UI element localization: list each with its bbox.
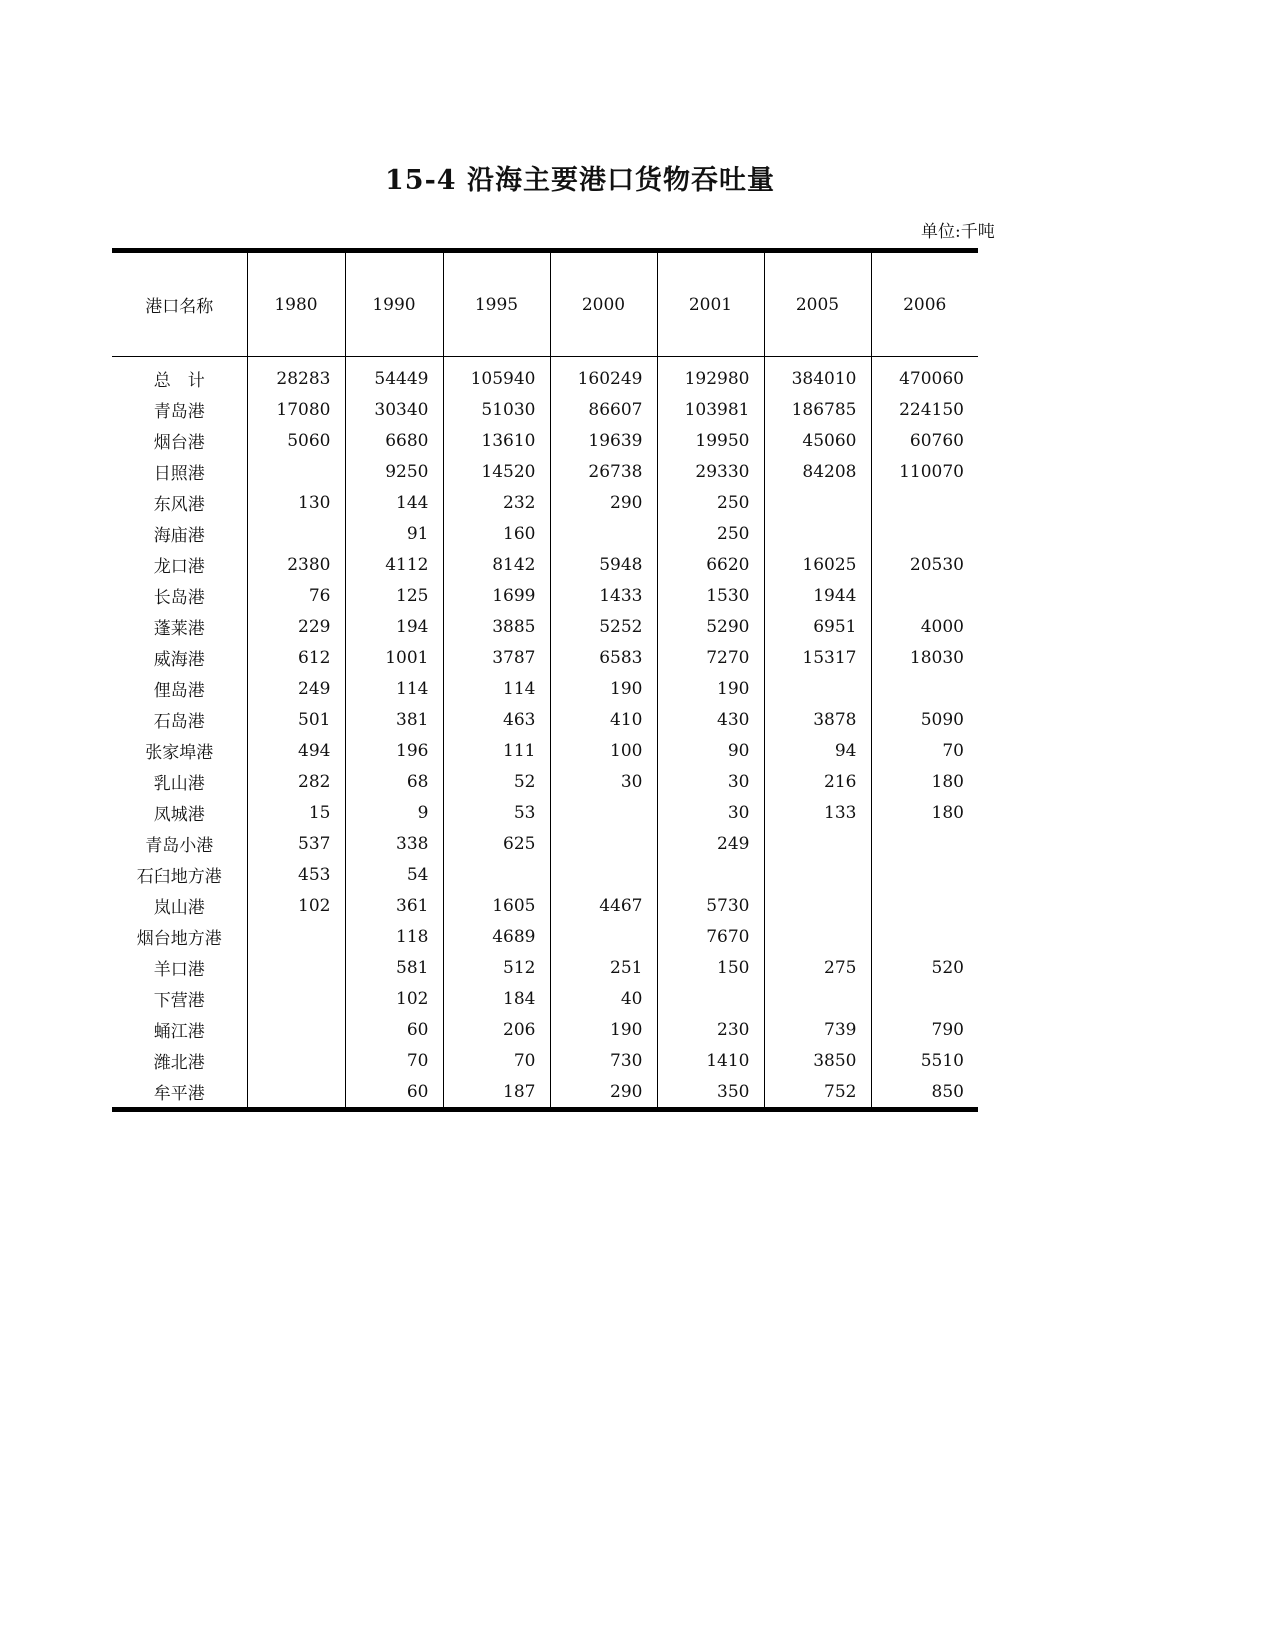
port-name-cell: 下营港	[153, 991, 205, 1011]
value-cell: 5090	[871, 704, 978, 735]
table-row	[112, 611, 978, 642]
value-cell: 70	[443, 1045, 550, 1076]
value-cell: 102	[345, 983, 443, 1014]
value-cell: 20530	[871, 549, 978, 580]
table-row	[112, 425, 978, 456]
value-cell: 5252	[550, 611, 657, 642]
table-row	[112, 642, 978, 673]
table-row	[112, 580, 978, 611]
value-cell: 28283	[247, 357, 345, 395]
table-row	[112, 456, 978, 487]
value-cell: 45060	[764, 425, 871, 456]
value-cell: 2380	[247, 549, 345, 580]
value-cell	[871, 890, 978, 921]
value-cell: 4112	[345, 549, 443, 580]
value-cell: 230	[657, 1014, 764, 1045]
value-cell	[764, 859, 871, 890]
value-cell	[871, 518, 978, 549]
value-cell: 105940	[443, 357, 550, 395]
value-cell: 7270	[657, 642, 764, 673]
value-cell: 114	[345, 673, 443, 704]
table-row	[112, 766, 978, 797]
value-cell: 40	[550, 983, 657, 1014]
value-cell: 494	[247, 735, 345, 766]
value-cell: 3885	[443, 611, 550, 642]
value-cell	[764, 828, 871, 859]
value-cell: 19639	[550, 425, 657, 456]
value-cell: 30	[657, 766, 764, 797]
value-cell: 1530	[657, 580, 764, 611]
value-cell: 612	[247, 642, 345, 673]
value-cell: 361	[345, 890, 443, 921]
port-name-cell: 烟台港	[153, 433, 205, 453]
value-cell: 1605	[443, 890, 550, 921]
port-name-cell: 石岛港	[153, 712, 205, 732]
value-cell: 338	[345, 828, 443, 859]
value-cell: 739	[764, 1014, 871, 1045]
value-cell: 190	[657, 673, 764, 704]
header-year: 2006	[871, 251, 978, 357]
value-cell: 102	[247, 890, 345, 921]
value-cell: 180	[871, 797, 978, 828]
value-cell	[247, 1014, 345, 1045]
value-cell: 86607	[550, 394, 657, 425]
value-cell	[764, 890, 871, 921]
value-cell: 381	[345, 704, 443, 735]
value-cell: 30	[550, 766, 657, 797]
value-cell: 275	[764, 952, 871, 983]
value-cell: 6951	[764, 611, 871, 642]
port-name-cell: 张家埠港	[145, 743, 214, 763]
value-cell: 232	[443, 487, 550, 518]
table-row	[112, 735, 978, 766]
value-cell: 30340	[345, 394, 443, 425]
table-row	[112, 952, 978, 983]
value-cell: 16025	[764, 549, 871, 580]
value-cell: 160	[443, 518, 550, 549]
port-name-cell: 东风港	[153, 495, 205, 515]
value-cell: 229	[247, 611, 345, 642]
value-cell	[657, 983, 764, 1014]
value-cell: 30	[657, 797, 764, 828]
value-cell: 410	[550, 704, 657, 735]
value-cell: 52	[443, 766, 550, 797]
port-name-cell: 凤城港	[153, 805, 205, 825]
value-cell: 4000	[871, 611, 978, 642]
port-name-cell: 石臼地方港	[136, 867, 222, 887]
value-cell	[247, 518, 345, 549]
port-name-cell: 海庙港	[153, 526, 205, 546]
value-cell: 7670	[657, 921, 764, 952]
value-cell: 180	[871, 766, 978, 797]
value-cell: 15	[247, 797, 345, 828]
value-cell: 60	[345, 1076, 443, 1110]
value-cell: 190	[550, 673, 657, 704]
value-cell: 1944	[764, 580, 871, 611]
header-year: 1995	[443, 251, 550, 357]
value-cell: 3850	[764, 1045, 871, 1076]
value-cell	[871, 673, 978, 704]
value-cell: 8142	[443, 549, 550, 580]
value-cell: 13610	[443, 425, 550, 456]
value-cell: 15317	[764, 642, 871, 673]
value-cell: 125	[345, 580, 443, 611]
value-cell: 60	[345, 1014, 443, 1045]
value-cell: 520	[871, 952, 978, 983]
value-cell: 5730	[657, 890, 764, 921]
value-cell: 53	[443, 797, 550, 828]
value-cell: 51030	[443, 394, 550, 425]
value-cell	[871, 828, 978, 859]
table-row	[112, 518, 978, 549]
value-cell: 118	[345, 921, 443, 952]
port-name-cell: 羊口港	[153, 960, 205, 980]
table-row	[112, 487, 978, 518]
value-cell: 430	[657, 704, 764, 735]
value-cell: 130	[247, 487, 345, 518]
value-cell: 5510	[871, 1045, 978, 1076]
value-cell: 26738	[550, 456, 657, 487]
value-cell: 290	[550, 487, 657, 518]
table-row	[112, 1076, 978, 1110]
value-cell: 84208	[764, 456, 871, 487]
value-cell	[871, 487, 978, 518]
value-cell: 850	[871, 1076, 978, 1110]
value-cell: 290	[550, 1076, 657, 1110]
value-cell: 194	[345, 611, 443, 642]
value-cell: 350	[657, 1076, 764, 1110]
value-cell	[247, 952, 345, 983]
value-cell: 94	[764, 735, 871, 766]
header-year: 2000	[550, 251, 657, 357]
port-name-cell: 长岛港	[153, 588, 205, 608]
value-cell	[247, 921, 345, 952]
value-cell: 144	[345, 487, 443, 518]
value-cell: 250	[657, 518, 764, 549]
value-cell	[764, 673, 871, 704]
value-cell: 150	[657, 952, 764, 983]
value-cell	[764, 983, 871, 1014]
value-cell: 187	[443, 1076, 550, 1110]
value-cell: 17080	[247, 394, 345, 425]
value-cell: 5060	[247, 425, 345, 456]
value-cell: 54	[345, 859, 443, 890]
value-cell: 206	[443, 1014, 550, 1045]
value-cell	[657, 859, 764, 890]
table-row	[112, 890, 978, 921]
value-cell: 4689	[443, 921, 550, 952]
value-cell	[871, 859, 978, 890]
port-name-cell: 俚岛港	[153, 681, 205, 701]
value-cell: 790	[871, 1014, 978, 1045]
value-cell	[550, 797, 657, 828]
value-cell: 5948	[550, 549, 657, 580]
value-cell	[247, 983, 345, 1014]
value-cell	[871, 983, 978, 1014]
table-row	[112, 357, 978, 395]
value-cell: 114	[443, 673, 550, 704]
value-cell	[247, 456, 345, 487]
port-name-cell: 烟台地方港	[136, 929, 222, 949]
value-cell: 501	[247, 704, 345, 735]
value-cell: 249	[657, 828, 764, 859]
header-port-name: 港口名称	[112, 251, 247, 357]
value-cell: 224150	[871, 394, 978, 425]
port-name-cell: 蛹江港	[153, 1022, 205, 1042]
value-cell: 6680	[345, 425, 443, 456]
header-year: 2001	[657, 251, 764, 357]
value-cell: 453	[247, 859, 345, 890]
value-cell: 625	[443, 828, 550, 859]
value-cell: 110070	[871, 456, 978, 487]
value-cell: 1410	[657, 1045, 764, 1076]
value-cell: 3878	[764, 704, 871, 735]
value-cell: 5290	[657, 611, 764, 642]
table-title: 15-4 沿海主要港口货物吞吐量	[385, 165, 775, 196]
value-cell: 100	[550, 735, 657, 766]
value-cell	[764, 518, 871, 549]
value-cell: 249	[247, 673, 345, 704]
port-throughput-table	[112, 248, 978, 1112]
value-cell	[443, 859, 550, 890]
value-cell: 6583	[550, 642, 657, 673]
value-cell: 512	[443, 952, 550, 983]
value-cell	[550, 828, 657, 859]
port-name-cell: 青岛小港	[145, 836, 214, 856]
port-name-cell: 龙口港	[153, 557, 205, 577]
port-name-cell: 日照港	[153, 464, 205, 484]
value-cell: 9250	[345, 456, 443, 487]
table-row	[112, 704, 978, 735]
value-cell	[764, 487, 871, 518]
value-cell: 54449	[345, 357, 443, 395]
table-row	[112, 797, 978, 828]
value-cell: 160249	[550, 357, 657, 395]
value-cell: 91	[345, 518, 443, 549]
value-cell: 1699	[443, 580, 550, 611]
value-cell: 1001	[345, 642, 443, 673]
value-cell: 186785	[764, 394, 871, 425]
value-cell: 282	[247, 766, 345, 797]
table-row	[112, 549, 978, 580]
value-cell: 9	[345, 797, 443, 828]
value-cell	[247, 1076, 345, 1110]
value-cell: 29330	[657, 456, 764, 487]
value-cell: 3787	[443, 642, 550, 673]
value-cell	[550, 518, 657, 549]
port-name-cell: 潍北港	[153, 1053, 205, 1073]
value-cell: 70	[345, 1045, 443, 1076]
table-row	[112, 673, 978, 704]
header-year: 1990	[345, 251, 443, 357]
value-cell: 111	[443, 735, 550, 766]
value-cell: 70	[871, 735, 978, 766]
port-name-cell: 蓬莱港	[153, 619, 205, 639]
port-name-cell: 威海港	[153, 650, 205, 670]
value-cell: 103981	[657, 394, 764, 425]
port-name-cell: 岚山港	[153, 898, 205, 918]
table-row	[112, 859, 978, 890]
unit-label: 单位:千吨	[921, 222, 995, 242]
value-cell: 76	[247, 580, 345, 611]
header-year: 1980	[247, 251, 345, 357]
value-cell	[550, 859, 657, 890]
value-cell: 18030	[871, 642, 978, 673]
table-row	[112, 394, 978, 425]
value-cell: 6620	[657, 549, 764, 580]
value-cell: 190	[550, 1014, 657, 1045]
value-cell: 19950	[657, 425, 764, 456]
value-cell: 4467	[550, 890, 657, 921]
value-cell: 581	[345, 952, 443, 983]
value-cell: 251	[550, 952, 657, 983]
value-cell: 133	[764, 797, 871, 828]
port-name-cell: 牟平港	[112, 1076, 247, 1110]
table-row	[112, 1045, 978, 1076]
table-row	[112, 921, 978, 952]
value-cell: 470060	[871, 357, 978, 395]
value-cell: 14520	[443, 456, 550, 487]
value-cell: 537	[247, 828, 345, 859]
value-cell: 216	[764, 766, 871, 797]
header-row	[112, 251, 978, 357]
table-row	[112, 828, 978, 859]
header-year: 2005	[764, 251, 871, 357]
table-row	[112, 983, 978, 1014]
value-cell	[247, 1045, 345, 1076]
value-cell: 463	[443, 704, 550, 735]
value-cell: 250	[657, 487, 764, 518]
value-cell	[764, 921, 871, 952]
port-name-cell: 乳山港	[153, 774, 205, 794]
value-cell	[871, 580, 978, 611]
port-name-cell: 总 计	[153, 371, 205, 391]
value-cell: 192980	[657, 357, 764, 395]
value-cell	[871, 921, 978, 952]
value-cell: 184	[443, 983, 550, 1014]
value-cell: 730	[550, 1045, 657, 1076]
value-cell: 752	[764, 1076, 871, 1110]
table-row	[112, 1014, 978, 1045]
value-cell: 196	[345, 735, 443, 766]
port-name-cell: 青岛港	[153, 402, 205, 422]
value-cell: 384010	[764, 357, 871, 395]
value-cell: 1433	[550, 580, 657, 611]
value-cell: 60760	[871, 425, 978, 456]
value-cell: 90	[657, 735, 764, 766]
value-cell	[550, 921, 657, 952]
value-cell: 68	[345, 766, 443, 797]
